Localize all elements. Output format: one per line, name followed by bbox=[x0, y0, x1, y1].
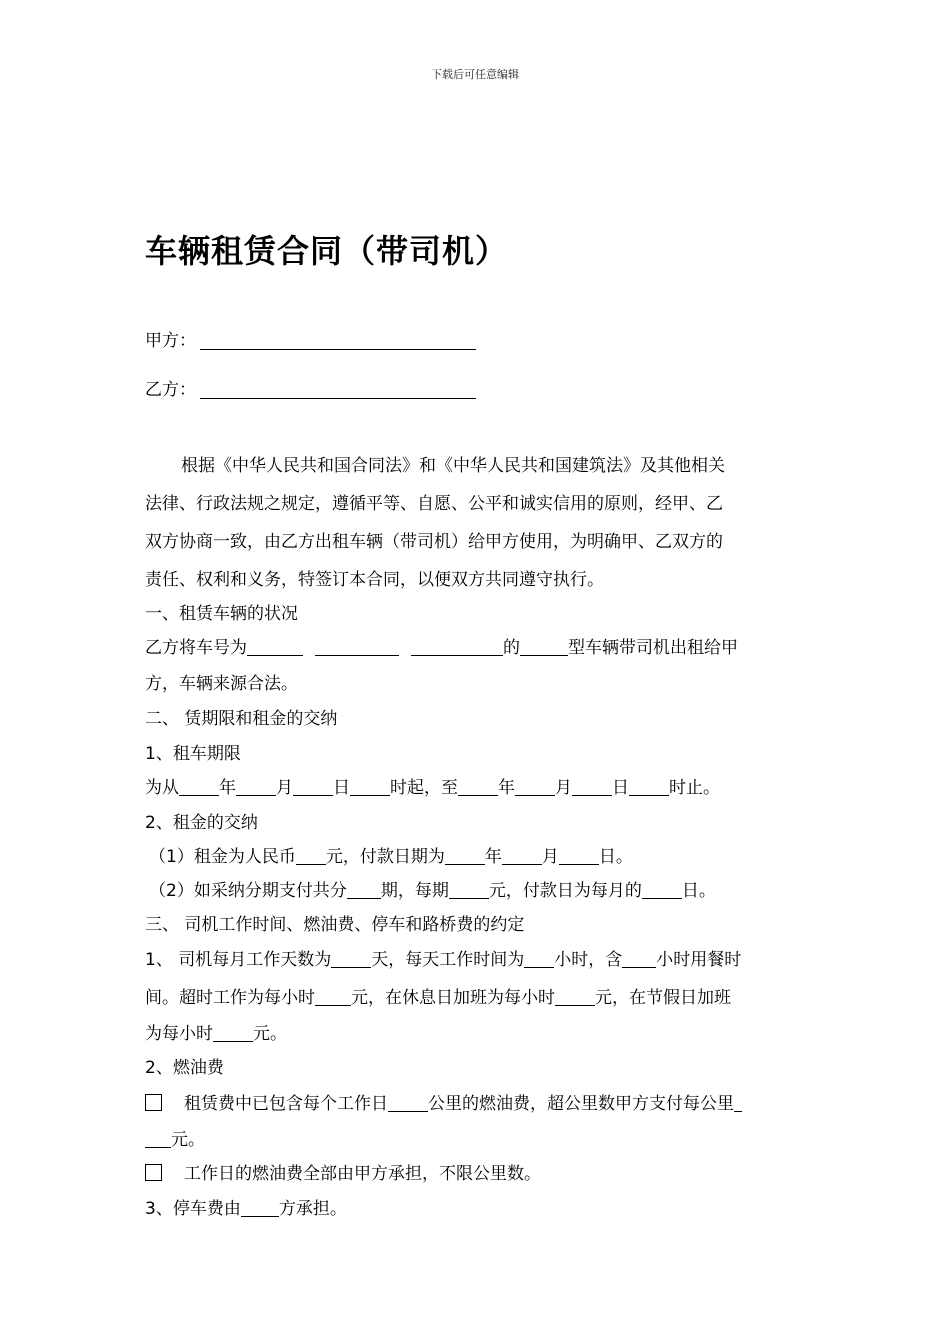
monthly-pay-day-field[interactable] bbox=[642, 882, 682, 899]
party-b-row bbox=[145, 375, 476, 400]
party-a-row bbox=[145, 326, 476, 351]
preamble-line-2: 法律、行政法规之规定，遵循平等、自愿、公平和诚实信用的原则，经甲、乙 bbox=[145, 494, 723, 514]
text: 租赁费中已包含每个工作日 bbox=[184, 1094, 388, 1114]
party-a-label: 甲方： bbox=[145, 331, 196, 351]
text: 小时，含 bbox=[554, 950, 623, 970]
per-km-rate-field-cont[interactable] bbox=[145, 1131, 171, 1148]
text: 方承担。 bbox=[278, 1199, 347, 1219]
rent-line-2 bbox=[149, 876, 716, 901]
work-days-field[interactable] bbox=[331, 951, 371, 968]
text: 元。 bbox=[253, 1024, 287, 1044]
text: 月 bbox=[276, 778, 293, 798]
fuel-option-2 bbox=[145, 1159, 541, 1184]
meal-hours-field[interactable] bbox=[622, 951, 656, 968]
start-hour-field[interactable] bbox=[350, 779, 390, 796]
rent-line-1 bbox=[149, 842, 633, 867]
text: 时止。 bbox=[669, 778, 720, 798]
plate-number-field[interactable] bbox=[247, 639, 303, 656]
text: 元，在休息日加班为每小时 bbox=[351, 988, 555, 1008]
end-year-field[interactable] bbox=[458, 779, 498, 796]
text: 元，在节假日加班 bbox=[595, 988, 731, 1008]
text: 的 bbox=[503, 638, 520, 658]
start-day-field[interactable] bbox=[293, 779, 333, 796]
text: 工作日的燃油费全部由甲方承担，不限公里数。 bbox=[184, 1164, 541, 1184]
section-2-heading: 二、 赁期限和租金的交纳 bbox=[145, 709, 338, 729]
text: 间。超时工作为每小时 bbox=[145, 988, 315, 1008]
text: （1）租金为人民币 bbox=[149, 847, 296, 867]
text: 月 bbox=[541, 847, 559, 867]
overtime-rate-field[interactable] bbox=[315, 989, 351, 1006]
installments-field[interactable] bbox=[347, 882, 381, 899]
text: 时起，至 bbox=[390, 778, 458, 798]
text: 年 bbox=[498, 778, 515, 798]
work-time-line-1 bbox=[145, 945, 741, 970]
text: 期，每期 bbox=[380, 881, 449, 901]
section-1-heading: 一、租赁车辆的状况 bbox=[145, 604, 298, 624]
fuel-option-1-checkbox[interactable] bbox=[145, 1094, 162, 1111]
document-title: 车辆租赁合同（带司机） bbox=[145, 232, 509, 270]
party-b-field[interactable] bbox=[200, 382, 476, 399]
text: 公里的燃油费，超公里数甲方支付每公里 bbox=[428, 1094, 734, 1114]
work-time-line-3 bbox=[145, 1019, 287, 1044]
rental-period-heading: 1、租车期限 bbox=[145, 744, 241, 764]
parking-party-field[interactable] bbox=[241, 1200, 279, 1217]
work-time-line-2 bbox=[145, 983, 731, 1008]
end-hour-field[interactable] bbox=[629, 779, 669, 796]
start-month-field[interactable] bbox=[236, 779, 276, 796]
vehicle-status-line-1 bbox=[145, 633, 738, 658]
rent-payment-heading: 2、租金的交纳 bbox=[145, 813, 258, 833]
text: 型车辆带司机出租给甲 bbox=[568, 638, 738, 658]
text: 3、停车费由 bbox=[145, 1199, 241, 1219]
preamble-line-4: 责任、权利和义务，特签订本合同，以便双方共同遵守执行。 bbox=[145, 570, 604, 590]
text: 元。 bbox=[171, 1130, 205, 1150]
party-a-field[interactable] bbox=[200, 333, 476, 350]
text: 年 bbox=[219, 778, 236, 798]
rent-amount-field[interactable] bbox=[296, 848, 326, 865]
vehicle-model-field[interactable] bbox=[520, 639, 568, 656]
text: 天，每天工作时间为 bbox=[371, 950, 525, 970]
fuel-heading: 2、燃油费 bbox=[145, 1058, 224, 1078]
end-month-field[interactable] bbox=[515, 779, 555, 796]
holiday-rate-field[interactable] bbox=[213, 1025, 253, 1042]
work-hours-field[interactable] bbox=[524, 951, 554, 968]
per-km-rate-field[interactable] bbox=[734, 1095, 742, 1112]
preamble-line-1: 根据《中华人民共和国合同法》和《中华人民共和国建筑法》及其他相关 bbox=[181, 456, 725, 476]
start-year-field[interactable] bbox=[179, 779, 219, 796]
party-b-label: 乙方： bbox=[145, 380, 196, 400]
parking-line bbox=[145, 1194, 347, 1219]
daily-km-field[interactable] bbox=[388, 1095, 428, 1112]
vehicle-status-line-2: 方，车辆来源合法。 bbox=[145, 674, 298, 694]
end-day-field[interactable] bbox=[572, 779, 612, 796]
text: 年 bbox=[484, 847, 502, 867]
text: 日 bbox=[333, 778, 350, 798]
rental-period-line bbox=[145, 773, 720, 798]
page-header: 下载后可任意编辑 bbox=[431, 68, 519, 81]
text: 月 bbox=[555, 778, 572, 798]
pay-year-field[interactable] bbox=[445, 848, 485, 865]
installment-amount-field[interactable] bbox=[449, 882, 489, 899]
fuel-option-2-checkbox[interactable] bbox=[145, 1164, 162, 1181]
preamble-line-3: 双方协商一致，由乙方出租车辆（带司机）给甲方使用，为明确甲、乙双方的 bbox=[145, 532, 723, 552]
fuel-option-1 bbox=[145, 1089, 742, 1114]
text: 日。 bbox=[681, 881, 716, 901]
plate-number-field-3[interactable] bbox=[411, 639, 503, 656]
text: 1、 司机每月工作天数为 bbox=[145, 950, 332, 970]
text: 日。 bbox=[598, 847, 633, 867]
pay-month-field[interactable] bbox=[502, 848, 542, 865]
text: （2）如采纳分期支付共分 bbox=[149, 881, 347, 901]
text: 小时用餐时 bbox=[656, 950, 742, 970]
rest-day-rate-field[interactable] bbox=[555, 989, 595, 1006]
text: 元，付款日期为 bbox=[325, 847, 445, 867]
plate-number-field-2[interactable] bbox=[315, 639, 399, 656]
section-3-heading: 三、 司机工作时间、燃油费、停车和路桥费的约定 bbox=[145, 915, 525, 935]
fuel-option-1-cont bbox=[145, 1125, 205, 1150]
text: 乙方将车号为 bbox=[145, 638, 247, 658]
text: 为从 bbox=[145, 778, 179, 798]
text: 元，付款日为每月的 bbox=[488, 881, 642, 901]
text: 日 bbox=[612, 778, 629, 798]
pay-day-field[interactable] bbox=[559, 848, 599, 865]
text: 为每小时 bbox=[145, 1024, 213, 1044]
